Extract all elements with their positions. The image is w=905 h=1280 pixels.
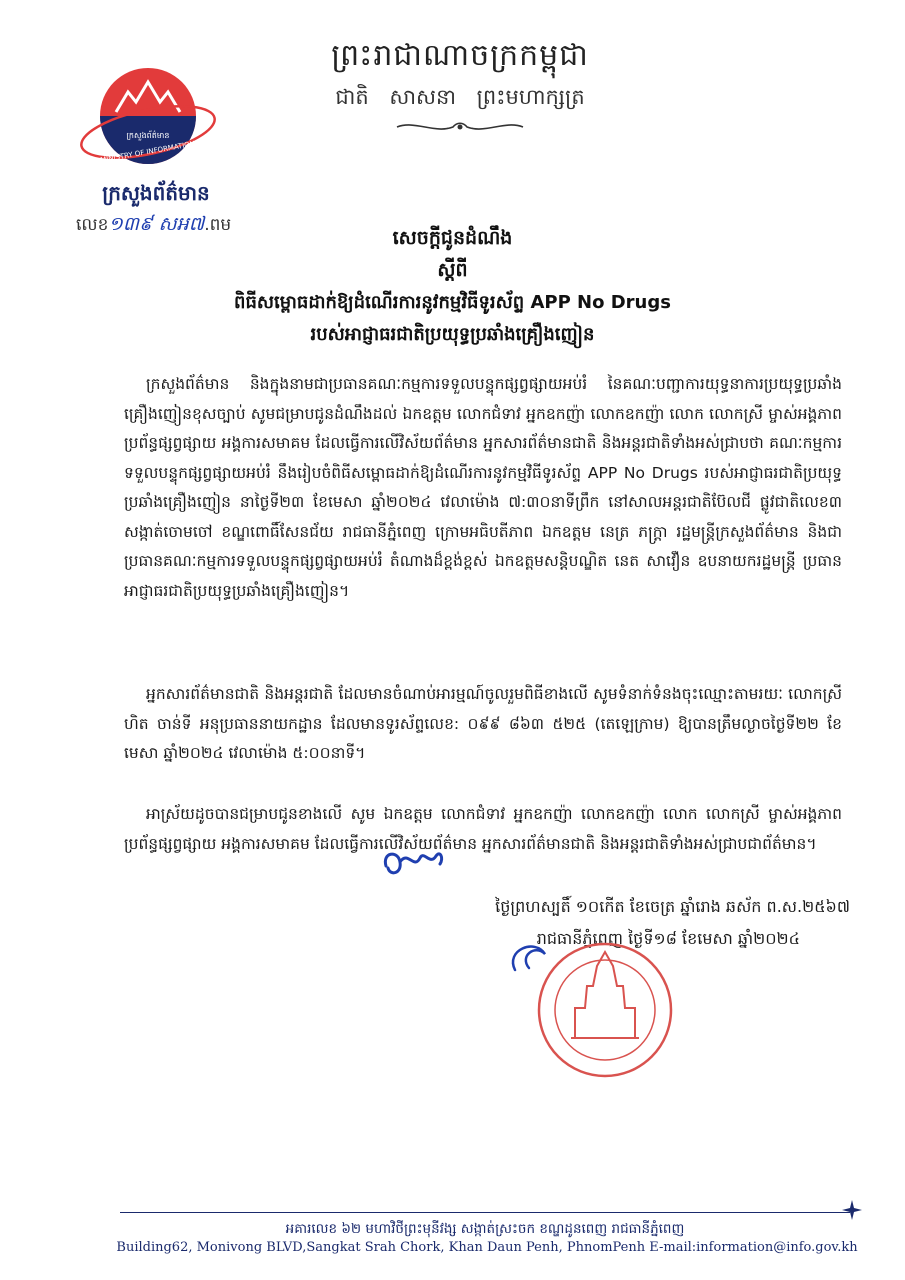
body-paragraph-3: អាស្រ័យដូចបានជម្រាបជូនខាងលើ សូម ឯកឧត្តម លោកជំទាវ អ្នកឧកញ៉ា លោកឧកញ៉ា លោក លោកស្រី ម្ចាស់អង្គភាពប្រព័ន្ធផ្សព្វផ្សាយ អង្គការសមាគម ដែលធ្វើការលើវិស័យព័ត៌មាន អ្នកសារព័ត៌មានជាតិ និងអន្តរជាតិទាំងអស់ជ្រាបជាព័ត៌មាន។ bbox=[124, 805, 842, 853]
footer-divider bbox=[120, 1212, 850, 1213]
logo-text-kh: ក្រសួងព័ត៌មាន bbox=[126, 131, 170, 140]
initial-signature bbox=[378, 846, 448, 880]
ministry-name: ក្រសួងព័ត៌មាន bbox=[102, 181, 210, 205]
ref-suffix: .ពម bbox=[204, 215, 232, 235]
notice-about: ស្តីពី bbox=[437, 259, 468, 281]
notice-subject-line2: របស់អាជ្ញាធរជាតិប្រយុទ្ធប្រឆាំងគ្រឿងញៀន bbox=[310, 324, 595, 345]
official-seal bbox=[505, 930, 705, 1080]
ornament-divider bbox=[395, 118, 525, 136]
footer-address-kh: អគារលេខ ៦២ មហាវិថីព្រះមុនីវង្ស សង្កាត់ស្រះចក ខណ្ឌដូនពេញ រាជធានីភ្នំពេញ bbox=[285, 1221, 685, 1237]
ministry-logo bbox=[78, 62, 218, 180]
kingdom-title: ព្រះរាជាណាចក្រកម្ពុជា bbox=[331, 38, 589, 73]
solar-date: រាជធានីភ្នំពេញ ថ្ងៃទី១៨ ខែមេសា ឆ្នាំ២០២៤ bbox=[536, 929, 800, 948]
footer-address-en: Building62, Monivong BLVD,Sangkat Srah Chork, Khan Daun Penh, PhnomPenh E-mail:information@info.gov.kh bbox=[116, 1240, 858, 1255]
notice-title: សេចក្តីជូនដំណឹង bbox=[392, 227, 513, 249]
body-paragraph-1: ក្រសួងព័ត៌មាន និងក្នុងនាមជាប្រធានគណៈកម្មការទទួលបន្ទុកផ្សព្វផ្សាយអប់រំ នៃគណៈបញ្ជាការយុទ្ធនាការប្រយុទ្ធប្រឆាំងគ្រឿងញៀនខុសច្បាប់ សូមជម្រាបជូនដំណឹងដល់ ឯកឧត្តម លោកជំទាវ អ្នកឧកញ៉ា លោកឧកញ៉ា លោក លោកស្រី ម្ចាស់អង្គភាពប្រព័ន្ធផ្សព្វផ្សាយ អង្គការសមាគម ដែលធ្វើការលើវិស័យព័ត៌មាន អ្នកសារព័ត៌មានជាតិ និងអន្តរជាតិទាំងអស់ជ្រាបថា គណៈកម្មការទទួលបន្ទុកផ្សព្វផ្សាយអប់រំ នឹងរៀបចំពិធីសម្ពោធដាក់ឱ្យដំណើរការនូវកម្មវិធីទូរស័ព្ទ APP No Drugs របស់អាជ្ញាធរជាតិប្រយុទ្ធប្រឆាំងគ្រឿងញៀន នាថ្ងៃទី២៣ ខែមេសា ឆ្នាំ២០២៤ វេលាម៉ោង ៧:៣០នាទីព្រឹក នៅសាលអន្តរជាតិប៊ែលជី ផ្លូវជាតិលេខ៣ សង្កាត់ចោមចៅ ខណ្ឌពោធិ៍សែនជ័យ រាជធានីភ្នំពេញ ក្រោមអធិបតីភាព ឯកឧត្តម នេត្រ ភក្ត្រា រដ្ឋមន្ត្រីក្រសួងព័ត៌មាន និងជាប្រធានគណៈកម្មការទទួលបន្ទុកផ្សព្វផ្សាយអប់រំ តំណាងដ៏ខ្ពង់ខ្ពស់ ឯកឧត្តមសន្តិបណ្ឌិត នេត សាវឿន ឧបនាយករដ្ឋមន្ត្រី ប្រធានអាជ្ញាធរជាតិប្រយុទ្ធប្រឆាំងគ្រឿងញៀន។ bbox=[124, 375, 842, 600]
notice-subject: ពិធីសម្ពោធដាក់ឱ្យដំណើរការនូវកម្មវិធីទូរស័ព្ទ APP No Drugs bbox=[234, 292, 671, 313]
footer-emblem-icon bbox=[840, 1198, 864, 1222]
ref-handwritten: ១៣៩ សអ៧ bbox=[108, 213, 205, 235]
ref-prefix: លេខ bbox=[76, 215, 109, 235]
body-paragraph-2: អ្នកសារព័ត៌មានជាតិ និងអន្តរជាតិ ដែលមានចំណាប់អារម្មណ៍ចូលរួមពិធីខាងលើ សូមទំនាក់ទំនងចុះឈ្មោះតាមរយៈ លោកស្រី ហិត ចាន់ទី អនុប្រធាននាយកដ្ឋាន ដែលមានទូរស័ព្ទលេខ: ០៩៩ ៨៦៣ ៥២៥ (តេឡេក្រាម) ឱ្យបានត្រឹមល្ងាចថ្ងៃទី២២ ខែមេសា ឆ្នាំ២០២៤ វេលាម៉ោង ៥:០០នាទី។ bbox=[124, 685, 842, 762]
national-motto: ជាតិ សាសនា ព្រះមហាក្សត្រ bbox=[335, 85, 585, 109]
lunar-date: ថ្ងៃព្រហស្បតិ៍ ១០កើត ខែចេត្រ ឆ្នាំរោង ឆស័ក ព.ស.២៥៦៧ bbox=[495, 897, 850, 916]
logo-text-en: MINISTRY OF INFORMATION bbox=[99, 139, 196, 165]
